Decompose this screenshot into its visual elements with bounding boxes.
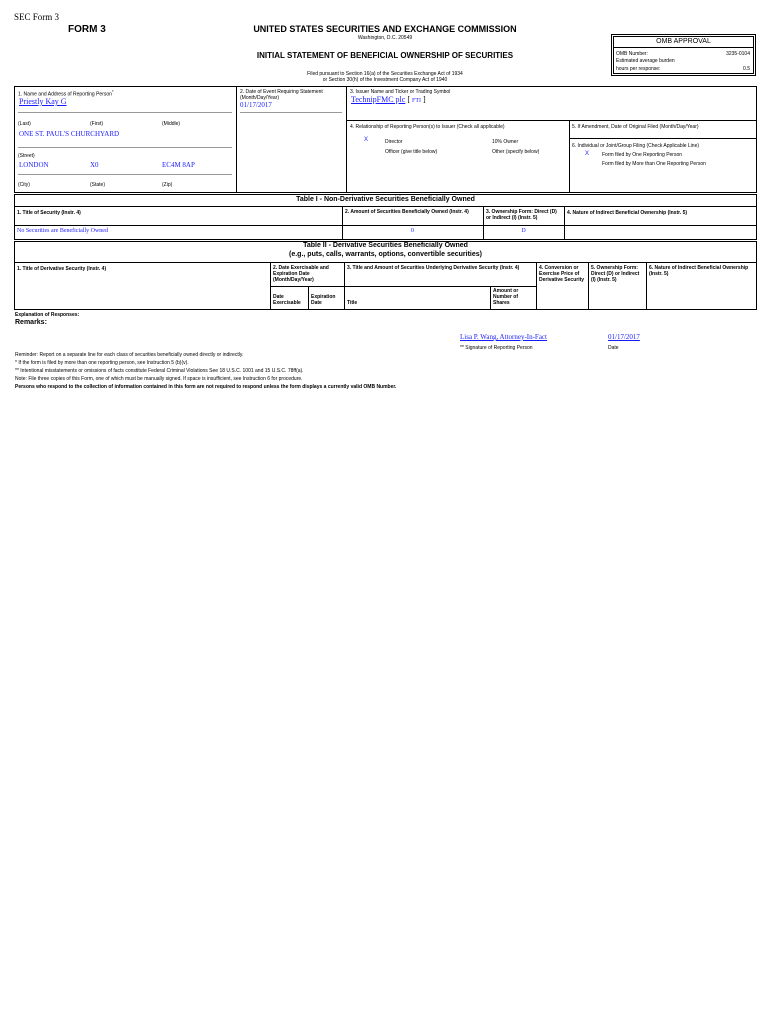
date-label: Date: [608, 345, 619, 351]
other-label: Other (specify below): [492, 149, 540, 155]
form-title: FORM 3: [68, 24, 106, 35]
one-person-label: Form filed by One Reporting Person: [602, 152, 683, 158]
last-label: (Last): [18, 121, 31, 127]
city-label: (City): [18, 182, 30, 188]
omb-number-label: OMB Number:: [616, 51, 648, 57]
director-checkmark: X: [364, 137, 369, 143]
explanation-heading: Explanation of Responses:: [15, 312, 80, 318]
table-1-col-2: 2. Amount of Securities Beneficially Owned (Instr. 4): [345, 209, 469, 215]
state-label: (State): [90, 182, 106, 188]
street-label: (Street): [18, 153, 35, 159]
table-2-col-4: 4. Conversion or Exercise Price of Derivative Security: [539, 265, 585, 283]
omb-hours-label: hours per response:: [616, 66, 661, 72]
omb-hours-value: 0.5: [743, 66, 750, 72]
box6-label: 6. Individual or Joint/Group Filing (Check Applicable Line): [572, 143, 700, 149]
table-1-col-1: 1. Title of Security (Instr. 4): [17, 210, 81, 216]
issuer-name-link[interactable]: TechnipFMC plc: [351, 95, 406, 104]
box2-label: 2. Date of Event Requiring Statement (Month/Day/Year): [240, 89, 323, 101]
box1-label: 1. Name and Address of Reporting Person*: [18, 89, 114, 98]
more-persons-label: Form filed by More than One Reporting Person: [602, 161, 706, 167]
signature-label: ** Signature of Reporting Person: [460, 345, 533, 351]
table-2-col-2b: Expiration Date: [311, 294, 336, 306]
first-label: (First): [90, 121, 104, 127]
filed-pursuant-2: or Section 30(h) of the Investment Company Act of 1940: [322, 77, 448, 83]
table-2-col-3: 3. Title and Amount of Securities Underlying Derivative Security (Instr. 4): [347, 265, 520, 271]
table-1-col-3: 3. Ownership Form: Direct (D) or Indirect (I) (Instr. 5): [486, 209, 557, 221]
street-value: ONE ST. PAUL'S CHURCHYARD: [19, 130, 120, 138]
table-2-title: Table II - Derivative Securities Beneficially Owned: [303, 242, 468, 249]
agency-location: Washington, D.C. 20549: [357, 35, 413, 41]
director-label: Director: [385, 139, 403, 145]
city-value: LONDON: [19, 161, 49, 169]
filed-pursuant-1: Filed pursuant to Section 16(a) of the Securities Exchange Act of 1934: [307, 71, 463, 77]
reporting-person-name-link[interactable]: Priestly Kay G: [19, 97, 67, 106]
issuer-line: TechnipFMC plc [ FTI ]: [351, 95, 426, 104]
table-row-ownership-form: D: [521, 228, 526, 234]
omb-number-value: 3235-0104: [726, 51, 750, 57]
middle-label: (Middle): [162, 121, 181, 127]
table-2-col-3b: Amount or Number of Shares: [493, 288, 519, 306]
note-misstatements: ** Intentional misstatements or omissions of facts constitute Federal Criminal Violations See 18 U.S.C. 1001 and 15 U.S.C. 78ff(a).: [15, 368, 304, 374]
ticker-symbol: FTI: [412, 98, 421, 104]
officer-label: Officer (give title below): [385, 149, 438, 155]
table-1-title: Table I - Non-Derivative Securities Beneficially Owned: [296, 196, 475, 203]
box5-label: 5. If Amendment, Date of Original Filed (Month/Day/Year): [572, 124, 699, 130]
box3-label: 3. Issuer Name and Ticker or Trading Symbol: [350, 89, 451, 95]
note-multiple-persons: * If the form is filed by more than one reporting person, see Instruction 5 (b)(v).: [15, 360, 189, 366]
zip-label: (Zip): [162, 182, 173, 188]
table-2-col-1: 1. Title of Derivative Security (Instr. 4): [17, 266, 107, 272]
event-date: 01/17/2017: [240, 101, 272, 109]
signature-date: 01/17/2017: [608, 333, 640, 341]
omb-burden-label: Estimated average burden: [616, 58, 675, 64]
one-person-checkmark: X: [585, 151, 590, 157]
sec-form-label: SEC Form 3: [14, 12, 60, 22]
note-copies: Note: File three copies of this Form, one of which must be manually signed. If space is insufficient, see Instruction 6 for procedure.: [15, 376, 303, 382]
table-row-title: No Securities are Beneficially Owned: [17, 228, 108, 234]
statement-title: INITIAL STATEMENT OF BENEFICIAL OWNERSHIP OF SECURITIES: [256, 51, 514, 60]
note-reminder: Reminder: Report on a separate line for each class of securities beneficially owned directly or indirectly.: [15, 352, 244, 358]
note-omb: Persons who respond to the collection of information contained in this form are not required to respond unless the form displays a currently valid OMB Number.: [15, 384, 397, 390]
agency-title: UNITED STATES SECURITIES AND EXCHANGE COMMISSION: [253, 24, 517, 34]
signature-value: Lisa P. Wang, Attorney-In-Fact: [460, 333, 547, 341]
table-1-col-4: 4. Nature of Indirect Beneficial Ownership (Instr. 5): [567, 210, 688, 216]
table-2-col-3a: Title: [347, 300, 358, 306]
omb-title: OMB APPROVAL: [656, 38, 711, 45]
table-2-col-6: 6. Nature of Indirect Beneficial Ownership (Instr. 5): [649, 265, 749, 277]
remarks-heading: Remarks:: [15, 319, 47, 326]
table-row-amount: 0: [411, 228, 414, 234]
table-2-col-5: 5. Ownership Form: Direct (D) or Indirect (I) (Instr. 5): [591, 265, 640, 283]
box4-label: 4. Relationship of Reporting Person(s) to Issuer (Check all applicable): [350, 124, 505, 130]
table-2-subtitle: (e.g., puts, calls, warrants, options, convertible securities): [289, 251, 482, 258]
table-2-col-2a: Date Exercisable: [273, 294, 301, 306]
table-2-col-2: 2. Date Exercisable and Expiration Date (Month/Day/Year): [273, 265, 329, 283]
zip-value: EC4M 8AP: [162, 161, 195, 169]
state-value: X0: [90, 161, 99, 169]
ten-percent-owner-label: 10% Owner: [492, 139, 519, 145]
